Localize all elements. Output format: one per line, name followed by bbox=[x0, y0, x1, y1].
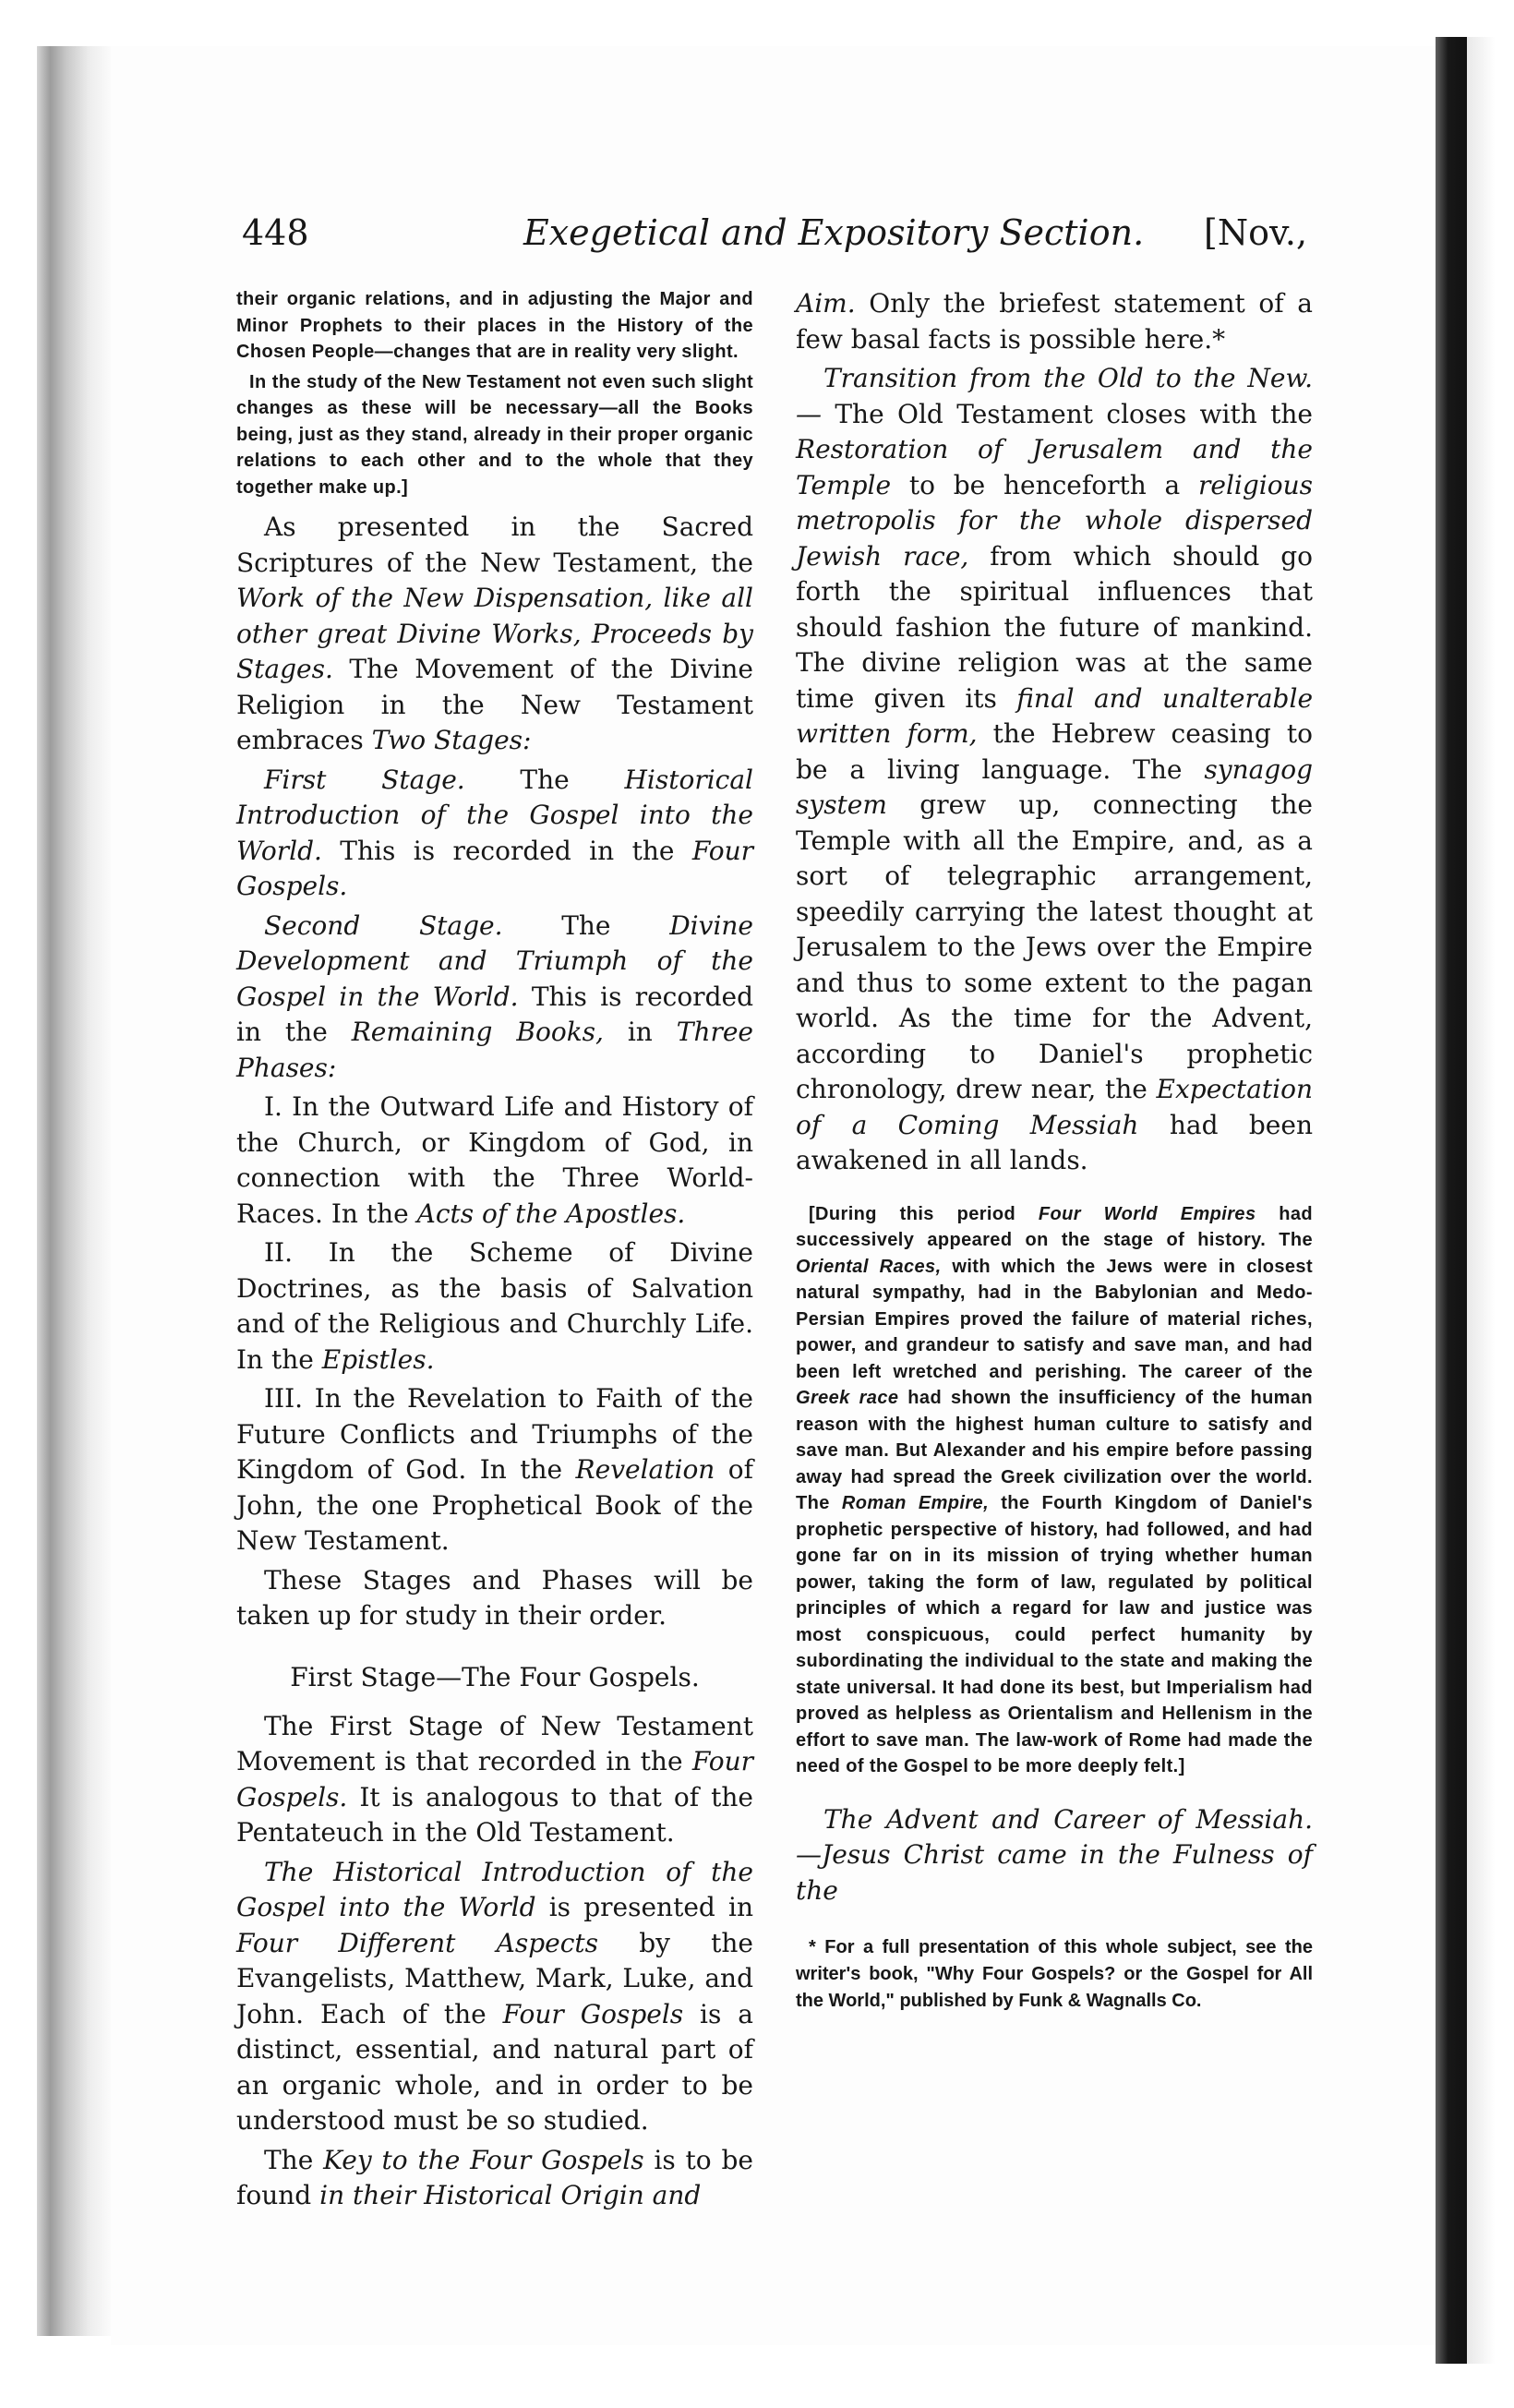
page-edge-right bbox=[1467, 37, 1514, 2364]
section-heading: First Stage—The Four Gospels. bbox=[290, 1661, 700, 1692]
binding-shadow-left bbox=[37, 46, 111, 2336]
note-paragraph: [During this period Four World Empires had successively appeared on the stage of history. The Oriental Races, with which the Jews were in closest natural sympathy, had in the Babylonian and Medo-Persian Empires proved the failure of material riches, power, and grandeur to satisfy and save man, and had been left wretched and perishing. The career of the Greek race had shown the insufficiency of the human reason with the highest human culture to satisfy and save man. But Alexander and his empire before passing away had spread the Greek civilization over the world. The Roman Empire, the Fourth Kingdom of Daniel's prophetic perspective of history, had followed, and had gone far on in its mission of trying whether human power, taking the form of law, regulated by political principles of which a regard for law and justice was most conspicuous, could perfect humanity by subordinating the individual to the state and making the state universal. It had done its best, but Imperialism had proved as helpless as Orientalism and Hellenism in the effort to save man. The law-work of Rome had made the need of the Gospel to be more deeply felt.] bbox=[796, 1203, 1314, 1776]
note-paragraph: their organic relations, and in adjusting the Major and Minor Prophets to their places in the History of the Chosen People—changes that are in reality very slight. bbox=[236, 289, 753, 362]
left-column bbox=[236, 286, 753, 2214]
paragraph: The First Stage of New Testament Movement is that recorded in the Four Gospels. It is analogous to that of the Pentateuch in the Old Testament. bbox=[236, 1710, 753, 1848]
running-header bbox=[242, 212, 1320, 268]
paragraph: The Historical Introduction of the Gospel into the World is presented in Four Different Aspects by the Evangelists, Matthew, Mark, Luke, and John. Each of the Four Gospels is a distinct, essential, and natural part of an organic whole, and in order to be understood must be so studied. bbox=[236, 1856, 753, 2136]
footnote: * For a full presentation of this whole subject, see the writer's book, "Why Four Gospels? or the Gospel for All the World," published by Funk & Wagnalls Co. bbox=[796, 1937, 1313, 2011]
paragraph: The Advent and Career of Messiah.—Jesus Christ came in the Fulness of the bbox=[796, 1803, 1313, 1906]
paragraph: III. In the Revelation to Faith of the Future Conflicts and Triumphs of the Kingdom of God. In the Revelation of John, the one Prophetical Book of the New Testament. bbox=[236, 1383, 753, 1556]
paragraph: I. In the Outward Life and History of the Church, or Kingdom of God, in connection with the Three World-Races. In the Acts of the Apostles. bbox=[236, 1091, 753, 1229]
paragraph: II. In the Scheme of Divine Doctrines, as the basis of Salvation and of the Religious and Churchly Life. In the Epistles. bbox=[236, 1237, 753, 1375]
issue-month: [Nov., bbox=[1204, 212, 1308, 253]
paragraph: First Stage. The Historical Introduction of the Gospel into the World. This is recorded in the Four Gospels. bbox=[236, 764, 753, 901]
right-column bbox=[796, 286, 1313, 2015]
note-paragraph: In the study of the New Testament not even such slight changes as these will be necessary—all the Books being, just as they stand, already in their proper organic relations to each other and to the whole that they together make up.] bbox=[236, 371, 753, 498]
page-edge-shadow-right bbox=[1436, 37, 1467, 2364]
paragraph: These Stages and Phases will be taken up for study in their order. bbox=[236, 1564, 753, 1631]
paragraph: Transition from the Old to the New.— The Old Testament closes with the Restoration of Jerusalem and the Temple to be henceforth a religious metropolis for the whole dispersed Jewish race, from which should go forth the spiritual influences that should fashion the future of mankind. The divine religion was at the same time given its final and unalterable written form, the Hebrew ceasing to be a living language. The synagog system grew up, connecting the Temple with all the Empire, and, as a sort of telegraphic arrangement, speedily carrying the latest thought at Jerusalem to the Jews over the Empire and thus to some extent to the pagan world. As the time for the Advent, according to Daniel's prophetic chronology, drew near, the Expectation of a Coming Messiah had been awakened in all lands. bbox=[796, 363, 1314, 1175]
paragraph: Second Stage. The Divine Development and Triumph of the Gospel in the World. This is recorded in the Remaining Books, in Three Phases: bbox=[236, 909, 753, 1083]
paragraph: Aim. Only the briefest statement of a few basal facts is possible here.* bbox=[796, 288, 1313, 355]
paragraph: The Key to the Four Gospels is to be found in their Historical Origin and bbox=[236, 2144, 753, 2210]
page-number: 448 bbox=[242, 212, 309, 253]
section-title: Exegetical and Expository Section. bbox=[523, 212, 1145, 253]
paragraph: As presented in the Sacred Scriptures of the New Testament, the Work of the New Dispensation, like all other great Divine Works, Proceeds by Stages. The Movement of the Divine Religion in the New Testament embraces Two Stages: bbox=[236, 512, 753, 755]
